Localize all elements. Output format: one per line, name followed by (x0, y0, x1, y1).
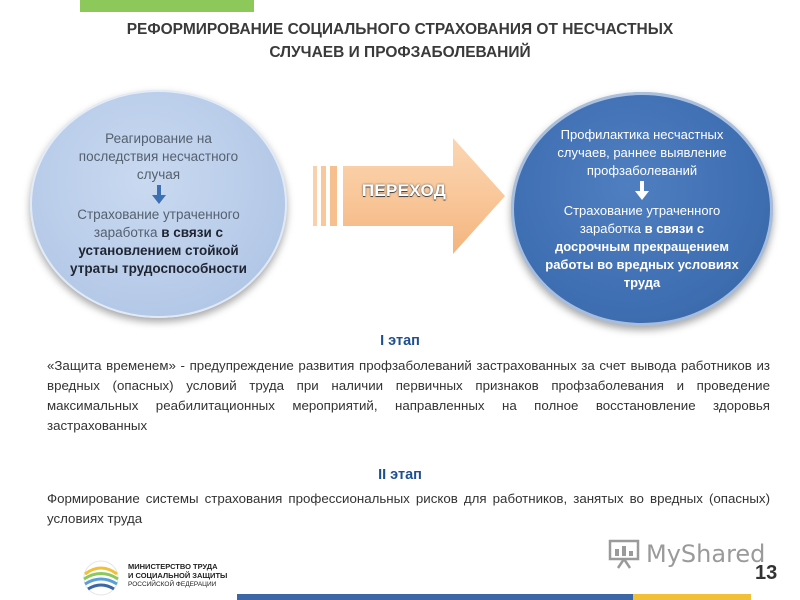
slide-title-line1: РЕФОРМИРОВАНИЕ СОЦИАЛЬНОГО СТРАХОВАНИЯ ОТ НЕСЧАСТНЫХ (126, 21, 674, 38)
footer-bar-blue (237, 594, 633, 600)
ministry-line2: И СОЦИАЛЬНОЙ ЗАЩИТЫ (128, 571, 228, 580)
stage2-heading: II этап (378, 467, 422, 483)
left-circle-bottom-text (64, 206, 253, 278)
watermark-text: MyShared (646, 540, 766, 568)
watermark (608, 539, 765, 569)
slide-title (40, 18, 760, 64)
stage1-heading: I этап (380, 333, 420, 349)
left-circle-bottom-bold: в связи с установлением стойкой утраты трудоспособности (70, 225, 247, 276)
slide-title-line2: СЛУЧАЕВ И ПРОФЗАБОЛЕВАНИЙ (269, 44, 531, 61)
arrow-down-icon (151, 185, 167, 205)
top-accent-tab (80, 0, 254, 12)
left-circle-bottom-plain: Страхование утраченного заработка (77, 207, 240, 240)
page-number: 13 (755, 562, 778, 584)
stage2-text: Формирование системы страхования профессиональных рисков для работников, занятых во вредных (опасных) условиях труда (47, 491, 770, 526)
ministry-line1: МИНИСТЕРСТВО ТРУДА (128, 562, 218, 571)
footer-bar-yellow (633, 594, 751, 600)
right-circle-bottom-bold: в связи с досрочным прекращением работы во вредных условиях труда (545, 221, 739, 290)
right-circle-target-model (511, 92, 773, 326)
ministry-line3: РОССИЙСКОЙ ФЕДЕРАЦИИ (128, 581, 217, 588)
ministry-name (128, 562, 227, 589)
ministry-logo-icon (82, 560, 120, 596)
stage1-text: «Защита временем» - предупреждение развития профзаболеваний застрахованных за счет вывода работников из вредных (опасных) условий труда при наличии первичных признаков профзаболевания и проведение максимальных реабилитационных мероприятий, направленных на полное восстановление здоровья застрахованных (47, 358, 770, 433)
presentation-board-icon (608, 539, 640, 569)
right-circle-bottom-text (541, 202, 743, 292)
left-circle-top-text: Реагирование на последствия несчастного случая (78, 131, 239, 182)
right-circle-top-text: Профилактика несчастных случаев, раннее выявление профзаболеваний (557, 127, 727, 178)
transition-label: ПЕРЕХОД (361, 181, 447, 200)
right-circle-bottom-plain: Страхование утраченного заработка (563, 203, 721, 236)
left-circle-current-model (30, 90, 287, 318)
arrow-down-icon (634, 181, 650, 201)
